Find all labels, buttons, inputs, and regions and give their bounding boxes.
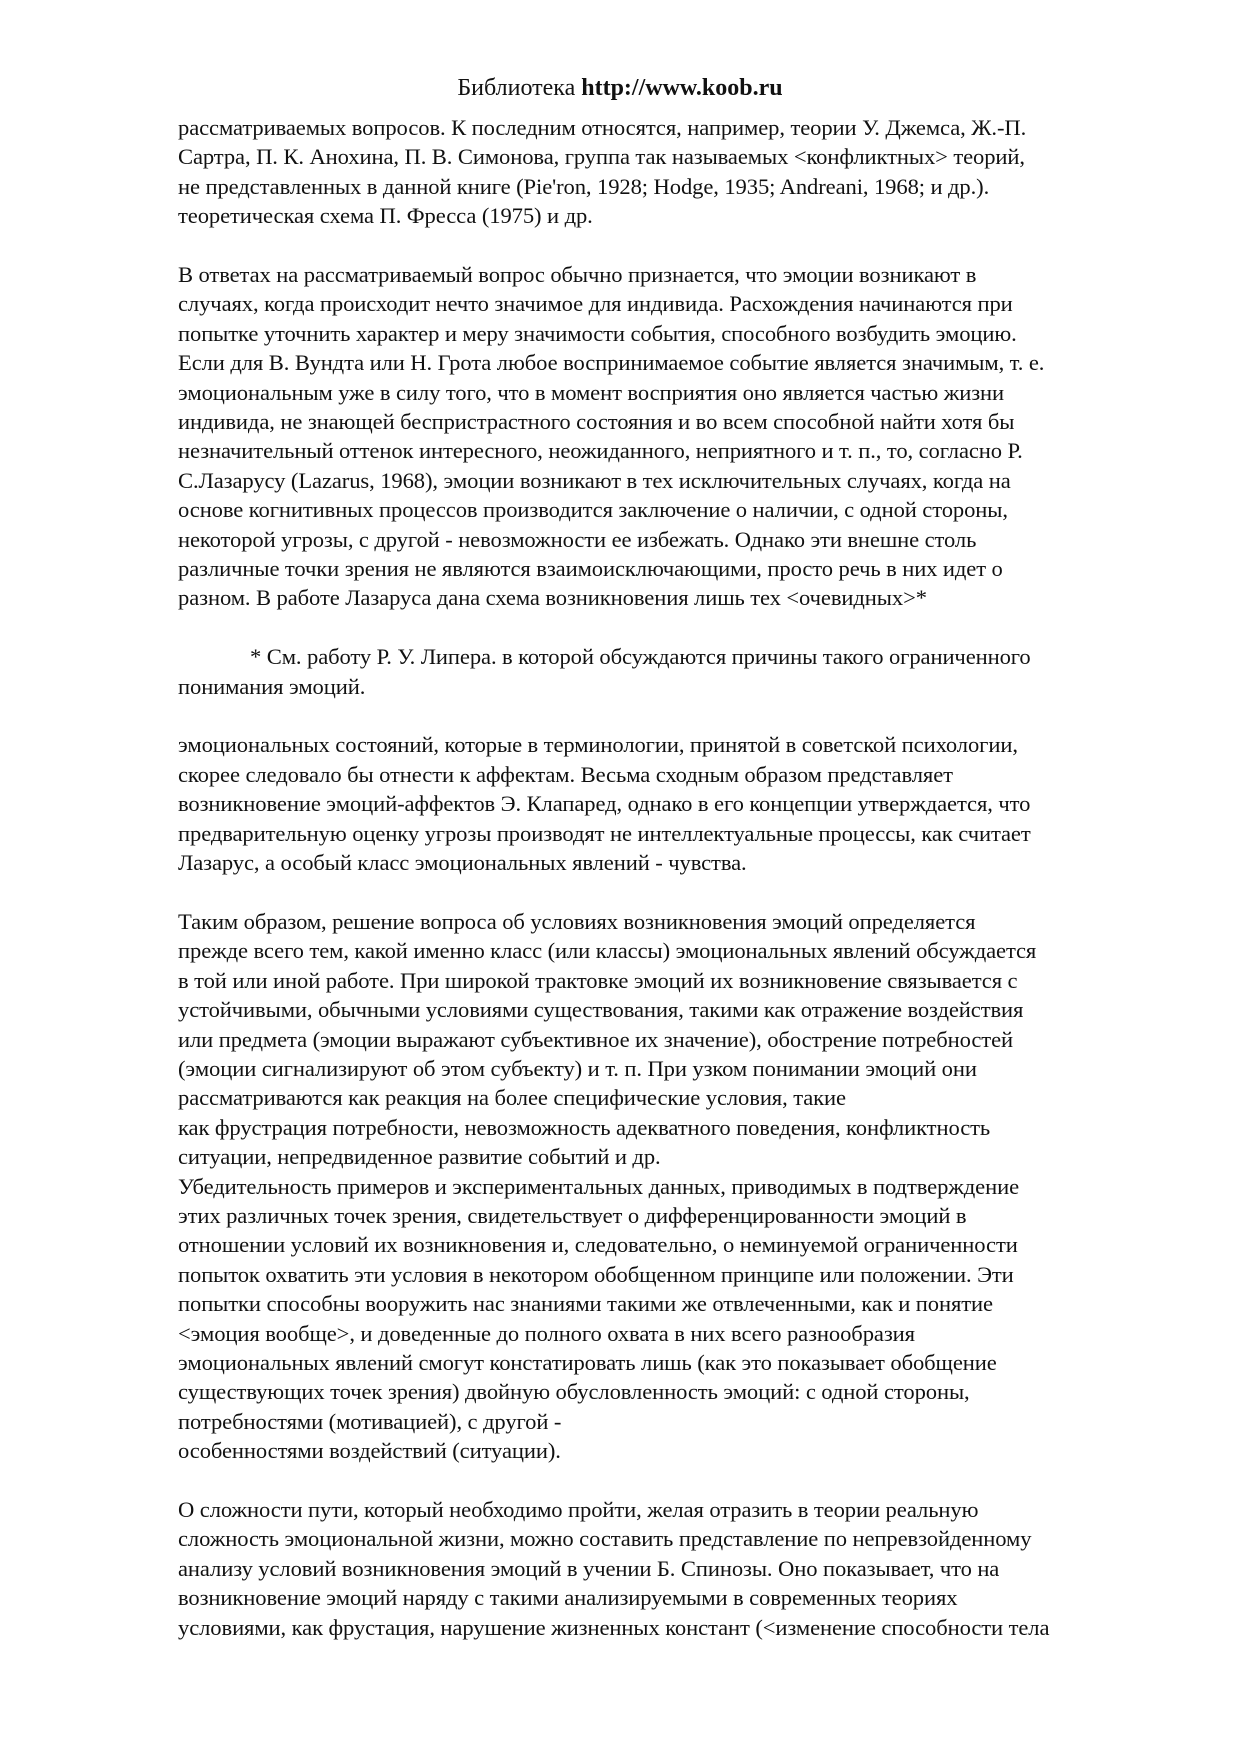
text-line: некоторой угрозы, с другой - невозможности ее избежать. Однако эти внешне столь bbox=[178, 526, 977, 552]
text-line: анализу условий возникновения эмоций в учении Б. Спинозы. Оно показывает, что на bbox=[178, 1555, 1000, 1581]
text-line: индивида, не знающей беспристрастного состояния и во всем способной найти хотя бы bbox=[178, 409, 1015, 435]
paragraph-3 bbox=[178, 730, 1178, 877]
text-line: существующих точек зрения) двойную обусловленность эмоций: с одной стороны, bbox=[178, 1379, 970, 1405]
text-line: попытки способны вооружить нас знаниями такими же отвлеченными, как и понятие bbox=[178, 1291, 993, 1317]
text-line: потребностями (мотивацией), с другой - bbox=[178, 1408, 562, 1434]
text-line: отношении условий их возникновения и, следовательно, о неминуемой ограниченности bbox=[178, 1232, 1018, 1258]
document-body bbox=[178, 113, 1178, 1642]
text-line: сложность эмоциональной жизни, можно составить представление по непревзойденному bbox=[178, 1526, 1032, 1552]
text-line: попыток охватить эти условия в некотором обобщенном принципе или положении. Эти bbox=[178, 1261, 1014, 1287]
paragraph-2 bbox=[178, 260, 1178, 613]
text-line: ситуации, непредвиденное развитие событий и др. bbox=[178, 1144, 661, 1170]
paragraph-5 bbox=[178, 1495, 1178, 1642]
text-line: попытке уточнить характер и меру значимости события, способного возбудить эмоцию. bbox=[178, 320, 1017, 346]
text-line: О сложности пути, который необходимо пройти, желая отразить в теории реальную bbox=[178, 1497, 979, 1523]
text-line: различные точки зрения не являются взаимоисключающими, просто речь в них идет о bbox=[178, 556, 1003, 582]
footnote-line: * См. работу Р. У. Липера. в которой обсуждаются причины такого ограниченного bbox=[250, 644, 1031, 670]
text-line: разном. В работе Лазаруса дана схема возникновения лишь тех <очевидных>* bbox=[178, 585, 927, 611]
paragraph-1 bbox=[178, 113, 1178, 231]
text-line: Сартра, П. К. Анохина, П. В. Симонова, группа так называемых <конфликтных> теорий, bbox=[178, 144, 1025, 170]
text-line: Таким образом, решение вопроса об условиях возникновения эмоций определяется bbox=[178, 908, 976, 934]
text-line: особенностями воздействий (ситуации). bbox=[178, 1438, 561, 1464]
text-line: Убедительность примеров и экспериментальных данных, приводимых в подтверждение bbox=[178, 1173, 1020, 1199]
text-line: Если для В. Вундта или Н. Грота любое воспринимаемое событие является значимым, т. е. bbox=[178, 350, 1045, 376]
text-line: устойчивыми, обычными условиями существования, такими как отражение воздействия bbox=[178, 997, 1024, 1023]
text-line: как фрустрация потребности, невозможность адекватного поведения, конфликтность bbox=[178, 1114, 991, 1140]
text-line: эмоциональных явлений смогут констатировать лишь (как это показывает обобщение bbox=[178, 1350, 997, 1375]
text-line: (эмоции сигнализируют об этом субъекту) и т. п. При узком понимании эмоций они bbox=[178, 1055, 977, 1081]
text-line: этих различных точек зрения, свидетельствует о дифференцированности эмоций в bbox=[178, 1202, 967, 1228]
text-line: случаях, когда происходит нечто значимое для индивида. Расхождения начинаются при bbox=[178, 291, 1013, 317]
text-line: в той или иной работе. При широкой трактовке эмоций их возникновение связывается с bbox=[178, 967, 1018, 993]
text-line: незначительный оттенок интересного, неожиданного, неприятного и т. п., то, согласно Р. bbox=[178, 438, 1023, 464]
text-line: эмоциональных состояний, которые в терминологии, принятой в советской психологии, bbox=[178, 732, 1018, 758]
text-line: не представленных в данной книге (Pie'ron, 1928; Hodge, 1935; Andreani, 1968; и др.). bbox=[178, 173, 990, 199]
text-line: или предмета (эмоции выражают субъективное их значение), обострение потребностей bbox=[178, 1026, 1013, 1052]
footnote-line: понимания эмоций. bbox=[178, 673, 366, 699]
text-line: В ответах на рассматриваемый вопрос обычно признается, что эмоции возникают в bbox=[178, 262, 977, 288]
text-line: рассматриваются как реакция на более специфические условия, такие bbox=[178, 1085, 846, 1111]
text-line: условиями, как фрустация, нарушение жизненных констант (<изменение способности тела bbox=[178, 1614, 1050, 1640]
text-line: теоретическая схема П. Фресса (1975) и др. bbox=[178, 203, 593, 229]
text-line: прежде всего тем, какой именно класс (или классы) эмоциональных явлений обсуждается bbox=[178, 938, 1037, 964]
header-library-label: Библиотека bbox=[457, 75, 582, 101]
text-line: рассматриваемых вопросов. К последним относятся, например, теории У. Джемса, Ж.-П. bbox=[178, 115, 1027, 140]
header-url-link[interactable]: http://www.koob.ru bbox=[581, 75, 783, 101]
text-line: предварительную оценку угрозы производят не интеллектуальные процессы, как считает bbox=[178, 820, 1031, 846]
text-line: <эмоция вообще>, и доведенные до полного охвата в них всего разнообразия bbox=[178, 1320, 915, 1346]
text-line: возникновение эмоций наряду с такими анализируемыми в современных теориях bbox=[178, 1585, 958, 1611]
text-line: скорее следовало бы отнести к аффектам. Весьма сходным образом представляет bbox=[178, 761, 953, 787]
page-header bbox=[0, 73, 1240, 103]
text-line: эмоциональным уже в силу того, что в момент восприятия оно является частью жизни bbox=[178, 379, 1005, 405]
paragraph-4 bbox=[178, 907, 1178, 1466]
footnote bbox=[178, 642, 1178, 701]
text-line: основе когнитивных процессов производится заключение о наличии, с одной стороны, bbox=[178, 497, 1008, 523]
text-line: С.Лазарусу (Lazarus, 1968), эмоции возникают в тех исключительных случаях, когда на bbox=[178, 467, 1011, 493]
text-line: Лазарус, а особый класс эмоциональных явлений - чувства. bbox=[178, 850, 747, 876]
text-line: возникновение эмоций-аффектов Э. Клапаред, однако в его концепции утверждается, что bbox=[178, 791, 1031, 817]
